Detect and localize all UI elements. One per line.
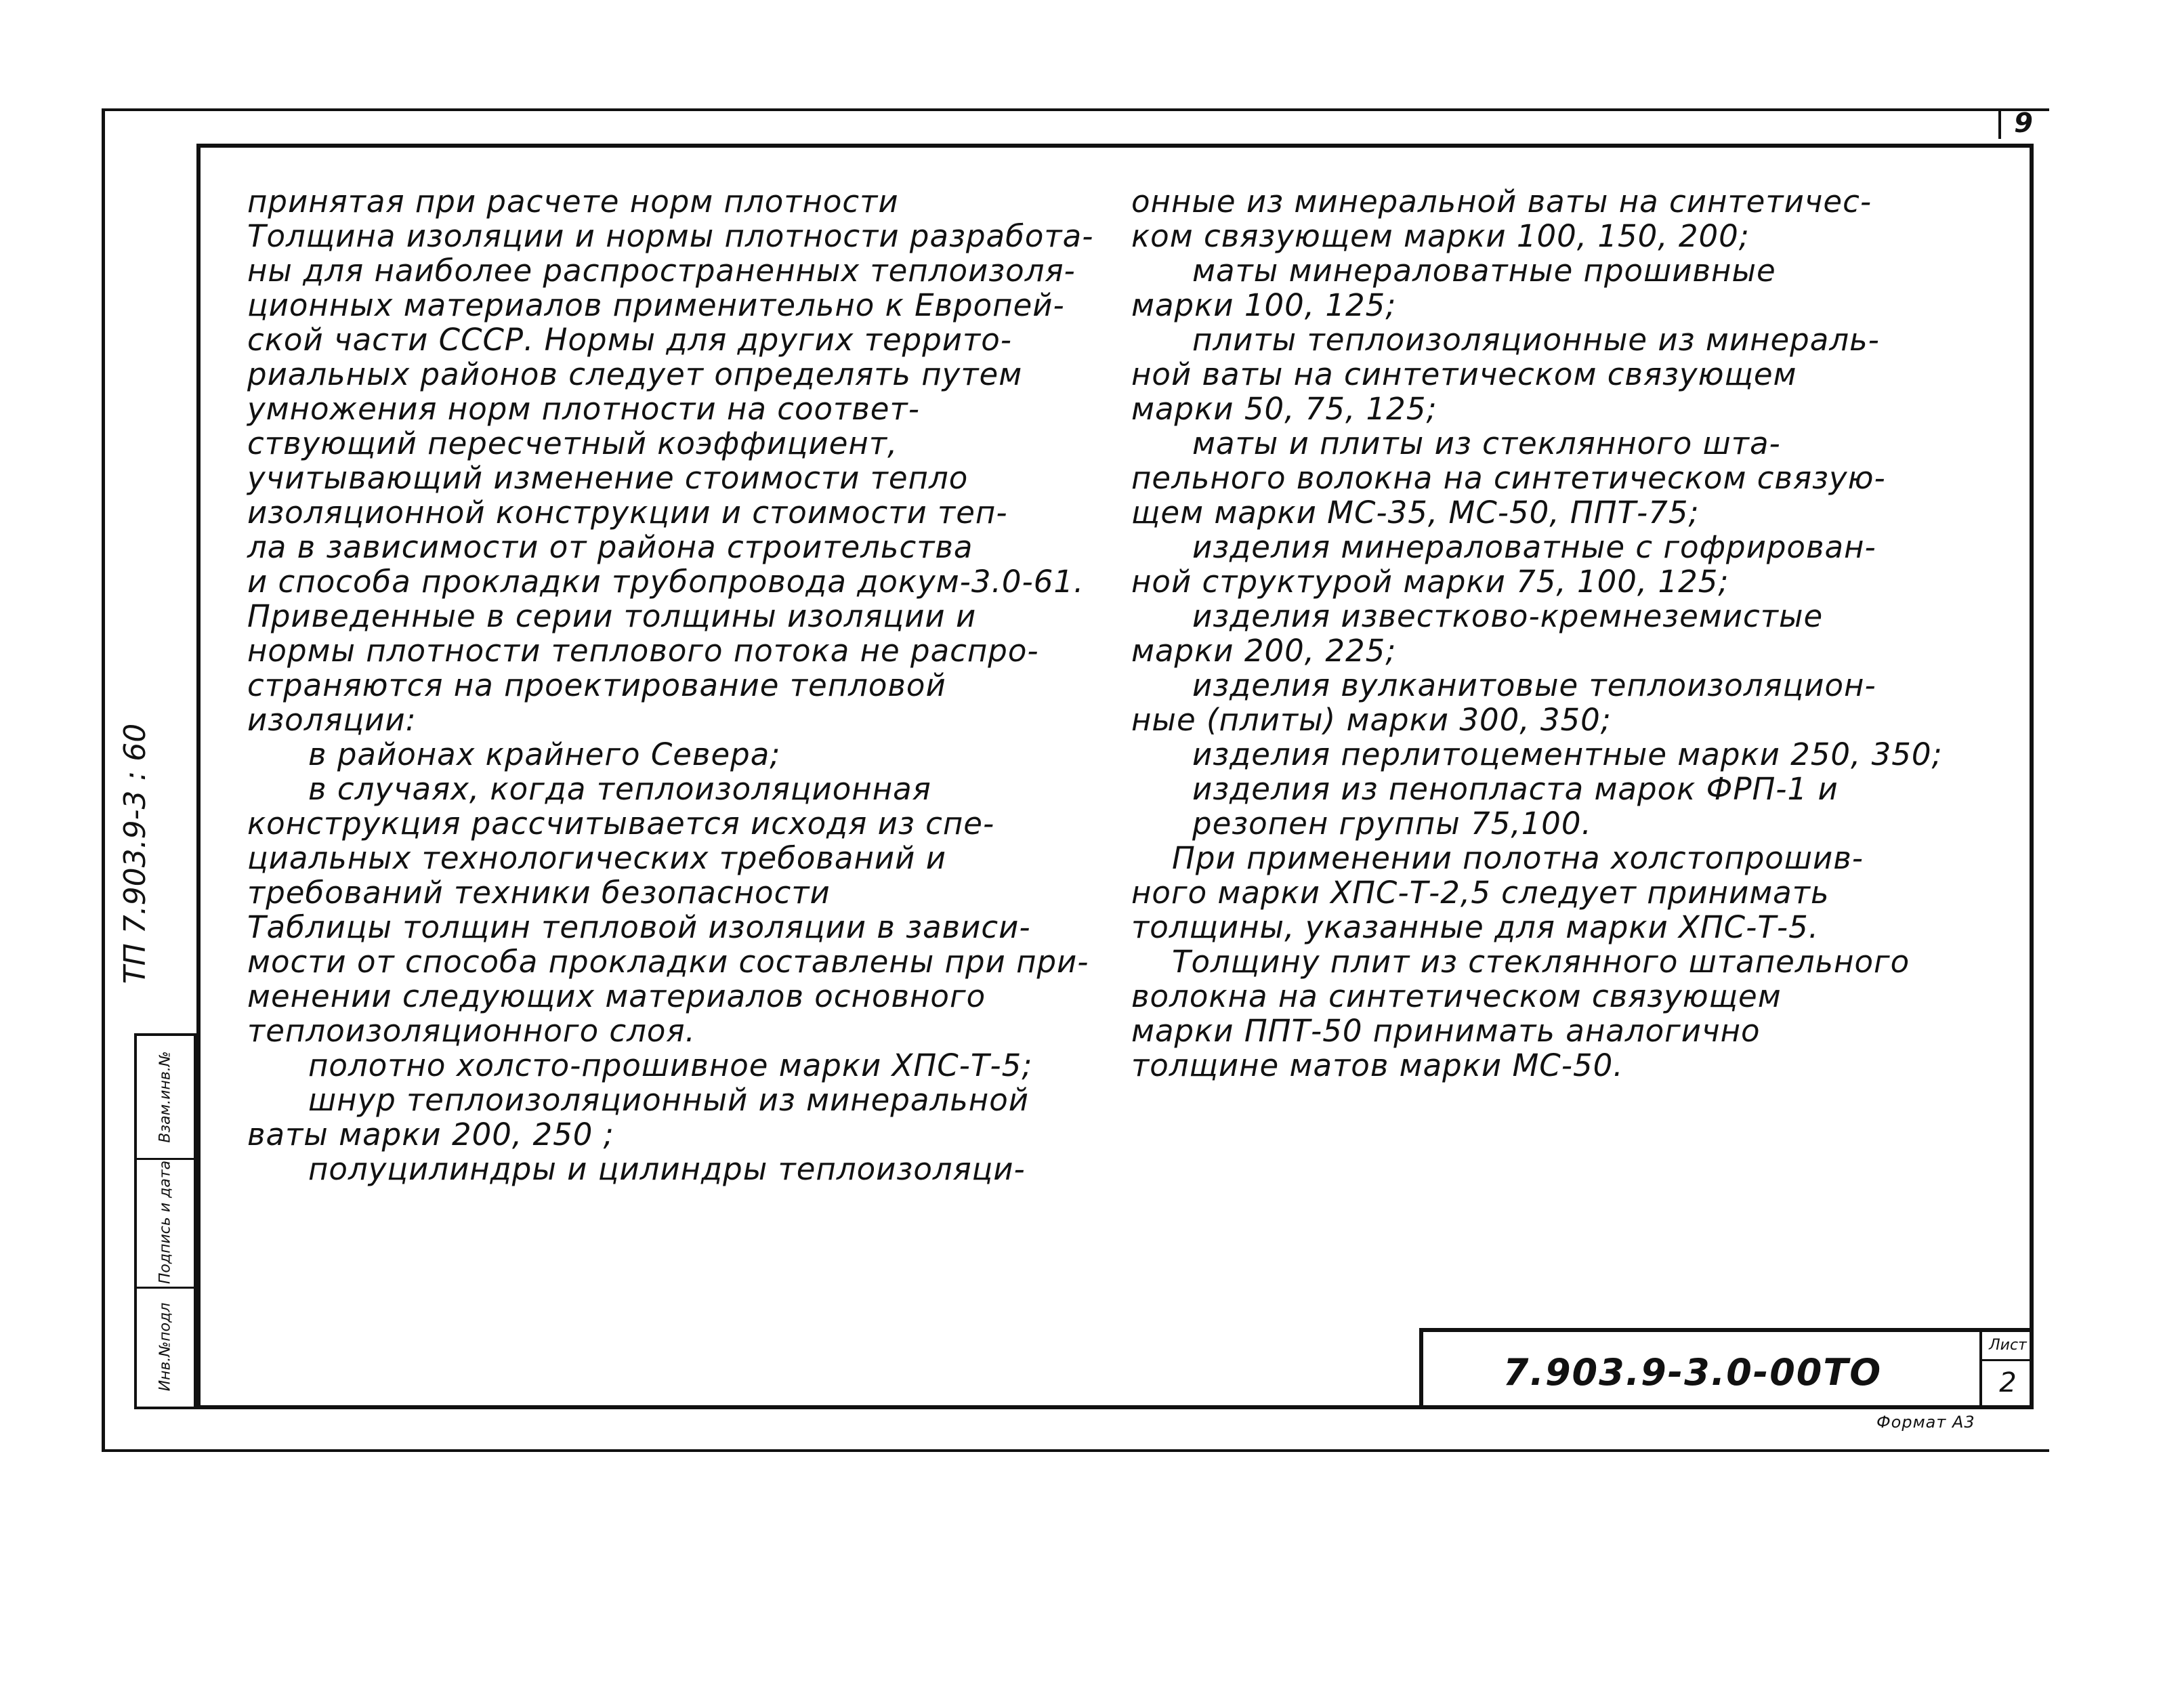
text-line: плиты теплоизоляционные из минераль- [1192,322,1880,358]
text-line: ком связующем марки 100, 150, 200; [1131,218,1750,254]
text-line: ской части СССР. Нормы для других террито- [247,322,1013,358]
text-line: и способа прокладки трубопровода докум-3.0-61. [247,564,1085,600]
text-line: в районах крайнего Севера; [308,736,781,772]
text-line: ной структурой марки 75, 100, 125; [1131,564,1729,600]
text-line: требований техники безопасности [247,875,831,911]
text-line: ной ваты на синтетическом связующем [1131,356,1797,392]
text-line: изделия известково-кремнеземистые [1192,598,1824,634]
text-line: изделия вулканитовые теплоизоляцион- [1192,667,1876,703]
text-line: При применении полотна холстопрошив- [1172,840,1864,876]
text-line: менении следующих материалов основного [247,978,986,1014]
text-line: умножения норм плотности на соответ- [247,391,920,427]
text-line: резопен группы 75,100. [1192,806,1592,841]
stamp-label-replace-inv: Взам.инв.№ [156,1051,174,1143]
stamp-label-signature-date: Подпись и дата [156,1160,174,1285]
text-line: пельного волокна на синтетическом связую- [1131,460,1886,496]
format-label: Формат А3 [1876,1413,1975,1432]
text-line: волокна на синтетическом связующем [1131,978,1782,1014]
text-line: полуцилиндры и цилиндры теплоизоляци- [308,1151,1026,1187]
stamp-cell-replace [137,1036,194,1160]
text-line: в случаях, когда теплоизоляционная [308,771,931,807]
text-line: изделия перлитоцементные марки 250, 350; [1192,736,1943,772]
text-line: конструкция рассчитывается исходя из спе- [247,806,995,841]
text-line: Толщина изоляции и нормы плотности разработа- [247,218,1094,254]
text-line: изоляции: [247,702,417,738]
text-line: Приведенные в серии толщины изоляции и [247,598,977,634]
stamp-cell-inv [137,1287,194,1409]
text-line: ционных материалов применительно к Европей- [247,287,1065,323]
stamp-strip [134,1033,196,1409]
text-line: изделия из пенопласта марок ФРП-1 и [1192,771,1839,807]
text-line: ваты марки 200, 250 ; [247,1117,614,1152]
text-line: мости от способа прокладки составлены при при- [247,944,1089,980]
text-line: Толщину плит из стеклянного штапельного [1172,944,1910,980]
text-line: принятая при расчете норм плотности [247,184,899,220]
text-line: толщины, указанные для марки ХПС-Т-5. [1131,909,1820,945]
text-line: страняются на проектирование тепловой [247,667,946,703]
text-line: риальных районов следует определять путем [247,356,1023,392]
text-line: нормы плотности теплового потока не распро- [247,633,1039,669]
text-line: марки 100, 125; [1131,287,1397,323]
text-line: теплоизоляционного слоя. [247,1013,696,1049]
text-line: изделия минераловатные с гофрирован- [1192,529,1876,565]
sheet-label: Лист [1982,1332,2034,1361]
title-block [1419,1328,2034,1409]
text-line: ного марки ХПС-Т-2,5 следует принимать [1131,875,1830,911]
text-line: ны для наиболее распространенных теплоизоля- [247,253,1076,289]
stamp-cell-signature [137,1158,194,1289]
text-line: изоляционной конструкции и стоимости теп- [247,495,1008,531]
text-line: ствующий пересчетный коэффициент, [247,425,898,461]
text-line: маты минераловатные прошивные [1192,253,1776,289]
side-document-code: ТП 7.903.9-3 : 60 [118,723,152,984]
stamp-label-inv-podl: Инв.№подл [156,1302,174,1391]
text-line: ла в зависимости от района строительства [247,529,973,565]
text-line: онные из минеральной ваты на синтетичес- [1131,184,1872,220]
document-code: 7.903.9-3.0-00ТО [1503,1351,1883,1394]
page-number: 9 [1998,108,2046,139]
text-line: марки ППТ-50 принимать аналогично [1131,1013,1761,1049]
text-line: учитывающий изменение стоимости тепло [247,460,969,496]
text-line: шнур теплоизоляционный из минеральной [308,1082,1029,1118]
text-line: ные (плиты) марки 300, 350; [1131,702,1612,738]
text-line: полотно холсто-прошивное марки ХПС-Т-5; [308,1047,1033,1083]
text-line: толщине матов марки МС-50. [1131,1047,1624,1083]
text-line: щем марки МС-35, МС-50, ППТ-75; [1131,495,1700,531]
right-text-column [1131,184,2005,1083]
text-line: марки 200, 225; [1131,633,1397,669]
sheet-number: 2 [1999,1367,2017,1398]
text-line: марки 50, 75, 125; [1131,391,1437,427]
text-line: Таблицы толщин тепловой изоляции в зависи- [247,909,1031,945]
left-text-column [247,184,1101,1186]
sheet-box [1979,1332,2034,1409]
text-line: маты и плиты из стеклянного шта- [1192,425,1781,461]
text-line: циальных технологических требований и [247,840,946,876]
